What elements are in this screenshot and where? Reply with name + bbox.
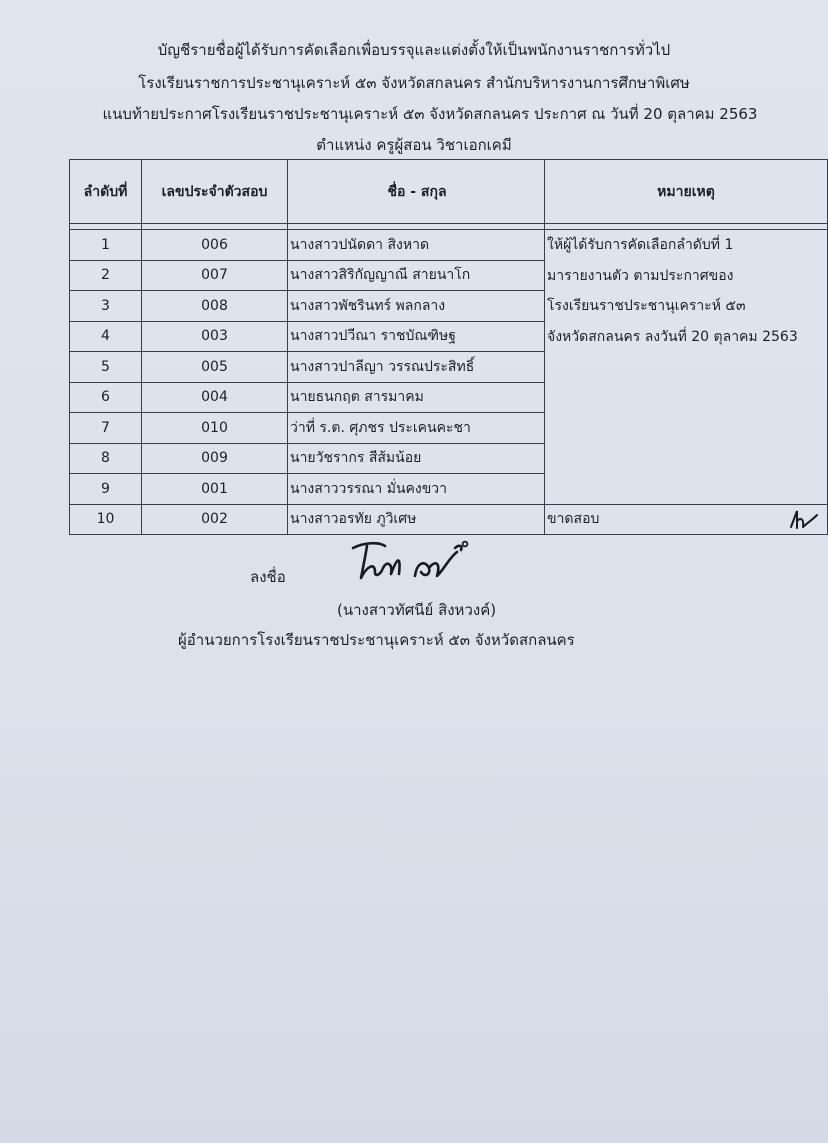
cell-order: 2 <box>70 260 142 291</box>
cell-order: 10 <box>70 504 142 535</box>
cell-name: นางสาวปวีณา ราชบัณฑิษฐ <box>288 321 545 352</box>
col-header-order: ลำดับที่ <box>70 160 142 224</box>
cell-name: นางสาวอรทัย ภูวิเศษ <box>288 504 545 535</box>
col-header-remark: หมายเหตุ <box>545 160 828 224</box>
cell-exam-id: 010 <box>142 413 288 444</box>
header-title: บัญชีรายชื่อผู้ได้รับการคัดเลือกเพื่อบรรจุและแต่งตั้งให้เป็นพนักงานราชการทั่วไป <box>157 41 671 59</box>
candidate-table <box>69 159 828 535</box>
cell-exam-id: 003 <box>142 321 288 352</box>
remark-line: โรงเรียนราชประชานุเคราะห์ ๕๓ <box>547 298 746 314</box>
header-announcement: แนบท้ายประกาศโรงเรียนราชประชานุเคราะห์ ๕๓ จังหวัดสกลนคร ประกาศ ณ วันที่ 20 ตุลาคม 2563 <box>102 105 758 123</box>
header-school: โรงเรียนราชการประชานุเคราะห์ ๕๓ จังหวัดสกลนคร สำนักบริหารงานการศึกษาพิเศษ <box>138 74 690 92</box>
cell-order: 7 <box>70 413 142 444</box>
signer-name: (นางสาวทัศนีย์ สิงหวงค์) <box>337 601 497 619</box>
cell-exam-id: 001 <box>142 474 288 505</box>
cell-name: นางสาววรรณา มั่นคงขวา <box>288 474 545 505</box>
cell-name: นายธนกฤต สารมาคม <box>288 382 545 413</box>
cell-order: 9 <box>70 474 142 505</box>
cell-name: ว่าที่ ร.ต. ศุภชร ประเคนคะชา <box>288 413 545 444</box>
cell-exam-id: 004 <box>142 382 288 413</box>
remark-block <box>545 230 828 505</box>
cell-exam-id: 008 <box>142 291 288 322</box>
initials-mark-icon <box>785 507 821 531</box>
remark-line: จังหวัดสกลนคร ลงวันที่ 20 ตุลาคม 2563 <box>547 328 798 345</box>
handwritten-signature-icon <box>345 538 485 588</box>
remark-absent-text: ขาดสอบ <box>547 511 600 528</box>
remark-absent <box>545 504 828 535</box>
cell-exam-id: 005 <box>142 352 288 383</box>
cell-order: 8 <box>70 443 142 474</box>
cell-order: 1 <box>70 230 142 261</box>
cell-exam-id: 006 <box>142 230 288 261</box>
cell-order: 4 <box>70 321 142 352</box>
signer-title: ผู้อำนวยการโรงเรียนราชประชานุเคราะห์ ๕๓ จังหวัดสกลนคร <box>178 631 575 649</box>
cell-name: นางสาวปาลีญา วรรณประสิทธิ์ <box>288 352 545 383</box>
table-row <box>70 504 828 535</box>
cell-order: 3 <box>70 291 142 322</box>
table-header-row <box>70 160 828 224</box>
cell-exam-id: 007 <box>142 260 288 291</box>
cell-order: 6 <box>70 382 142 413</box>
table-row <box>70 230 828 261</box>
col-header-exam-id: เลขประจำตัวสอบ <box>142 160 288 224</box>
cell-name: นายวัชรากร สีส้มน้อย <box>288 443 545 474</box>
header-position: ตำแหน่ง ครูผู้สอน วิชาเอกเคมี <box>316 136 512 154</box>
col-header-name: ชื่อ - สกุล <box>288 160 545 224</box>
cell-exam-id: 002 <box>142 504 288 535</box>
cell-name: นางสาวพัชรินทร์ พลกลาง <box>288 291 545 322</box>
cell-order: 5 <box>70 352 142 383</box>
signature-label: ลงชื่อ <box>250 568 286 586</box>
remark-line: มารายงานตัว ตามประกาศของ <box>547 267 734 284</box>
cell-name: นางสาวสิริกัญญาณี สายนาโก <box>288 260 545 291</box>
cell-exam-id: 009 <box>142 443 288 474</box>
remark-line: ให้ผู้ได้รับการคัดเลือกลำดับที่ 1 <box>547 237 734 253</box>
cell-name: นางสาวปนัดดา สิงหาด <box>288 230 545 261</box>
